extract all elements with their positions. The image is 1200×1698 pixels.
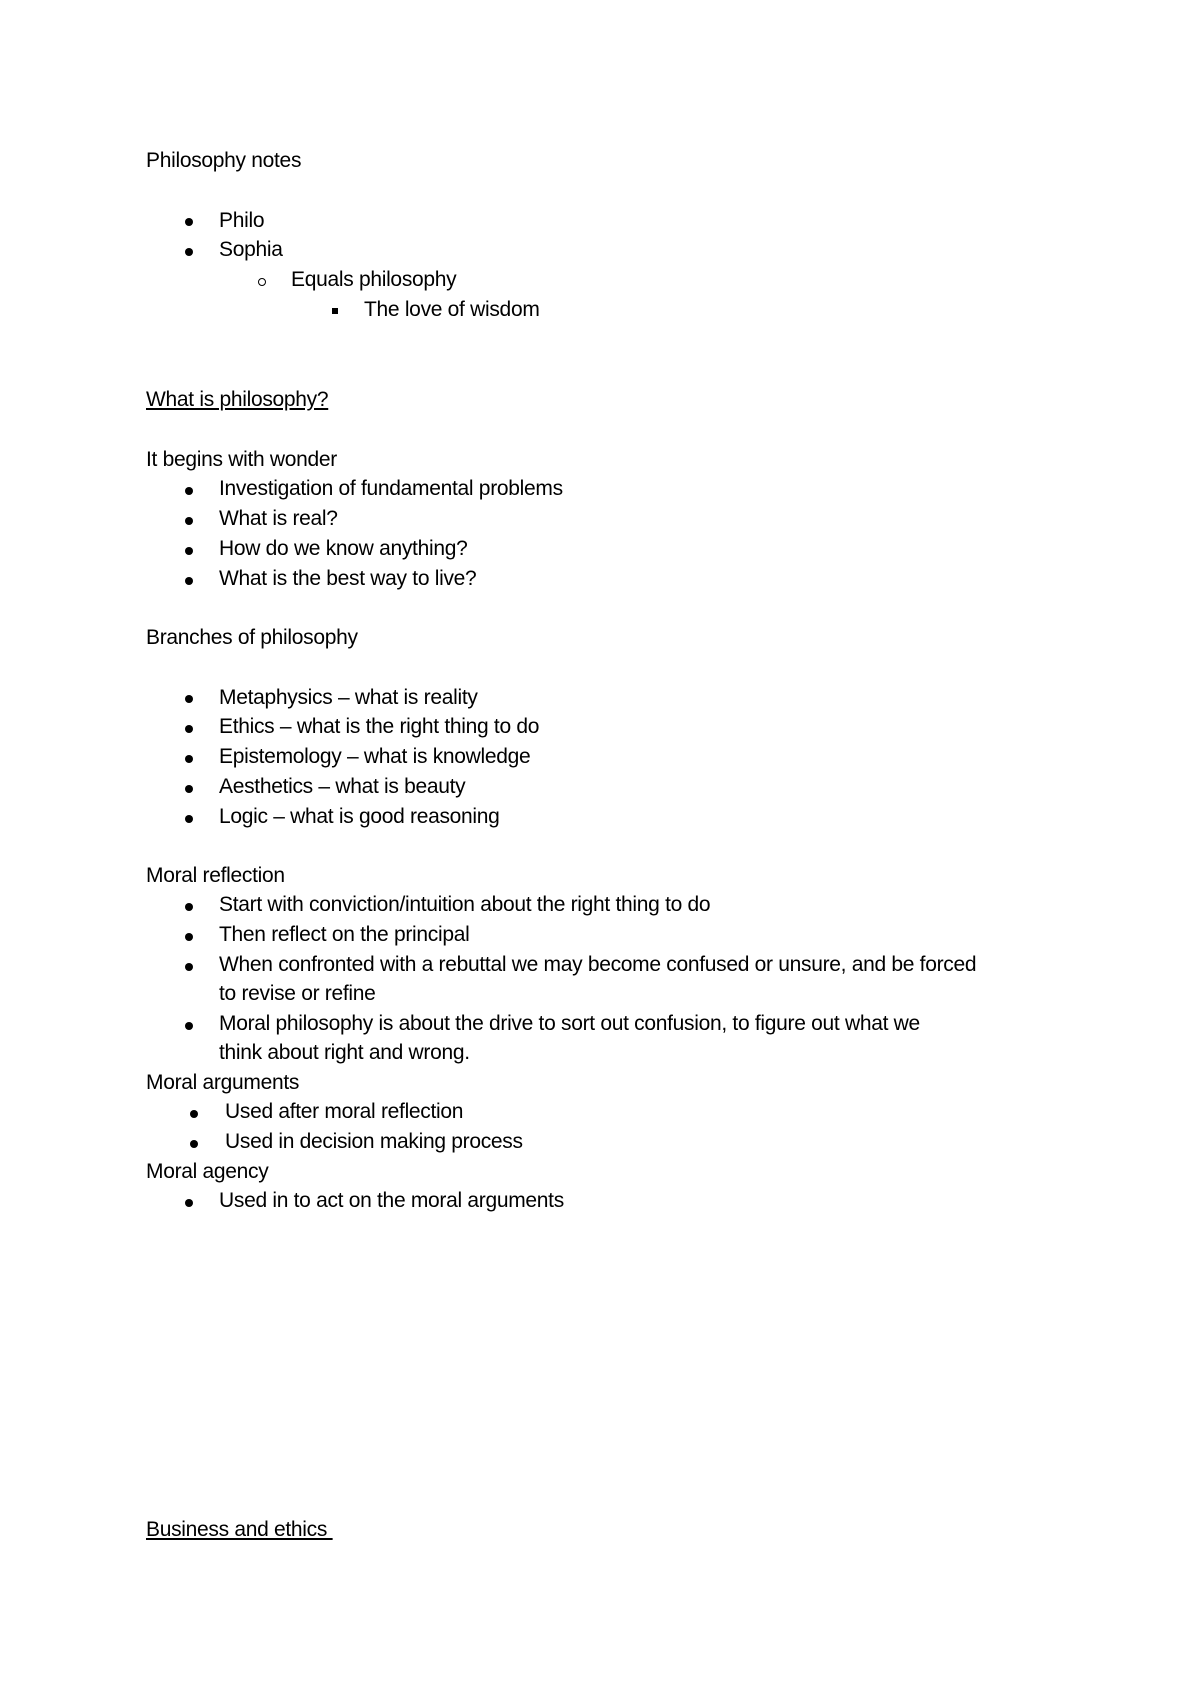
list-item: What is the best way to live? (219, 567, 477, 590)
section-lead: It begins with wonder (146, 448, 337, 471)
bullet-icon (185, 755, 193, 763)
list-item: Ethics – what is the right thing to do (219, 715, 540, 738)
bullet-icon (185, 963, 193, 971)
document-title: Philosophy notes (146, 149, 302, 172)
bullet-icon (185, 933, 193, 941)
square-bullet-icon (332, 308, 338, 314)
list-item: How do we know anything? (219, 537, 468, 560)
bullet-icon (185, 785, 193, 793)
list-item: Used in decision making process (225, 1130, 523, 1153)
list-item: Logic – what is good reasoning (219, 805, 500, 828)
bullet-icon (185, 577, 193, 585)
list-item: Epistemology – what is knowledge (219, 745, 531, 768)
bullet-icon (185, 695, 193, 703)
list-item: Sophia (219, 238, 283, 261)
bullet-icon (185, 487, 193, 495)
list-item: Investigation of fundamental problems (219, 477, 563, 500)
bullet-icon (185, 547, 193, 555)
section-heading: Business and ethics (146, 1518, 333, 1541)
list-item-continuation: to revise or refine (219, 982, 376, 1005)
bullet-icon (190, 1140, 198, 1148)
bullet-icon (185, 1199, 193, 1207)
list-item: When confronted with a rebuttal we may become confused or unsure, and be forced (219, 953, 977, 976)
section-heading: Branches of philosophy (146, 626, 358, 649)
list-item: Metaphysics – what is reality (219, 686, 478, 709)
hollow-bullet-icon (258, 278, 266, 286)
list-item: Start with conviction/intuition about the right thing to do (219, 893, 711, 916)
bullet-icon (185, 815, 193, 823)
list-item: The love of wisdom (364, 298, 540, 321)
bullet-icon (185, 903, 193, 911)
bullet-icon (185, 517, 193, 525)
section-heading: Moral agency (146, 1160, 269, 1183)
list-item: What is real? (219, 507, 338, 530)
list-item-continuation: think about right and wrong. (219, 1041, 470, 1064)
list-item: Used in to act on the moral arguments (219, 1189, 564, 1212)
list-item: Then reflect on the principal (219, 923, 470, 946)
bullet-icon (185, 248, 193, 256)
list-item: Moral philosophy is about the drive to sort out confusion, to figure out what we (219, 1012, 920, 1035)
list-item: Philo (219, 209, 265, 232)
list-item: Equals philosophy (291, 268, 457, 291)
bullet-icon (190, 1110, 198, 1118)
list-item: Aesthetics – what is beauty (219, 775, 466, 798)
bullet-icon (185, 218, 193, 226)
section-heading: Moral reflection (146, 864, 285, 887)
list-item: Used after moral reflection (225, 1100, 464, 1123)
section-heading: What is philosophy? (146, 388, 329, 411)
bullet-icon (185, 1022, 193, 1030)
section-heading: Moral arguments (146, 1071, 300, 1094)
bullet-icon (185, 725, 193, 733)
